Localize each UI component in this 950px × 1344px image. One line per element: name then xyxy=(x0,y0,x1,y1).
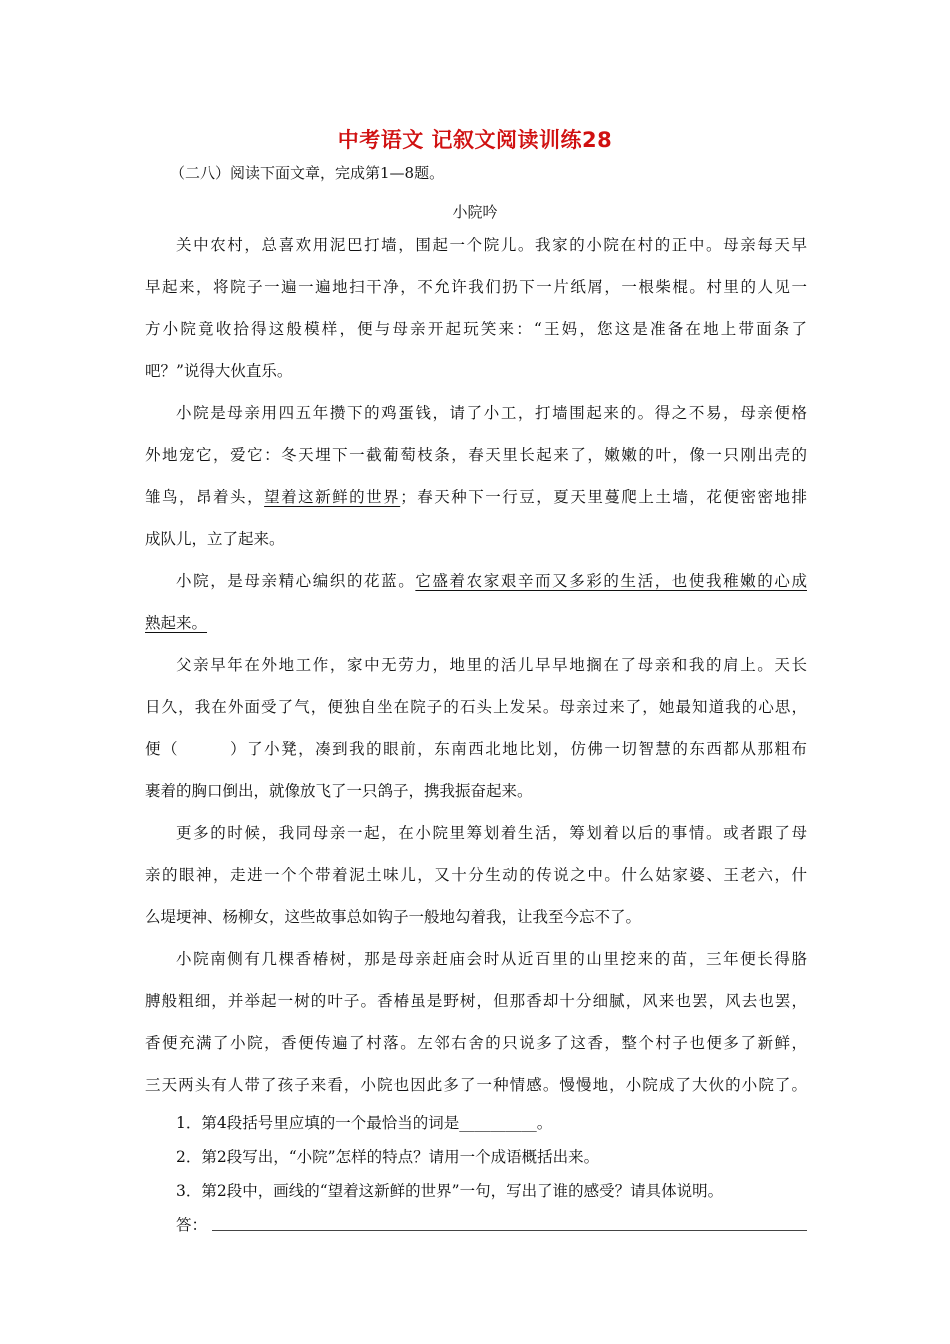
passage-line: 雏鸟，昂着头，望着这新鲜的世界；春天种下一行豆，夏天里蔓爬上土墙，花便密密地排 xyxy=(145,488,807,506)
passage-line: 香便充满了小院，香便传遍了村落。左邻右舍的只说多了这香，整个村子也便多了新鲜， xyxy=(145,1034,807,1052)
passage-line: 小院，是母亲精心编织的花蓝。它盛着农家艰辛而又多彩的生活，也使我稚嫩的心成 xyxy=(176,572,807,590)
passage-line: 三天两头有人带了孩子来看，小院也因此多了一种情感。慢慢地，小院成了大伙的小院了。 xyxy=(145,1076,807,1094)
passage-line: 亲的眼神，走进一个个带着泥土味儿，又十分生动的传说之中。什么姑家婆、王老六，什 xyxy=(145,866,807,884)
passage-line: 吧？”说得大伙直乐。 xyxy=(145,362,293,380)
question-2: 2．第2段写出，“小院”怎样的特点？请用一个成语概括出来。 xyxy=(176,1148,600,1166)
passage-line: 更多的时候，我同母亲一起，在小院里筹划着生活，筹划着以后的事情。或者跟了母 xyxy=(176,824,807,842)
underlined-phrase: 望着这新鲜的世界 xyxy=(264,488,401,506)
passage-line: 膊般粗细，并举起一树的叶子。香椿虽是野树，但那香却十分细腻，风来也罢，风去也罢， xyxy=(145,992,807,1010)
passage-line: 小院南侧有几棵香椿树，那是母亲赶庙会时从近百里的山里挖来的苗，三年便长得胳 xyxy=(176,950,807,968)
underlined-sentence-end: 熟起来。 xyxy=(145,614,208,632)
answer-label: 答： xyxy=(176,1216,208,1234)
document-title: 中考语文 记叙文阅读训练28 xyxy=(337,128,613,152)
passage-line: 日久，我在外面受了气，便独自坐在院子的石头上发呆。母亲过来了，她最知道我的心思， xyxy=(145,698,807,716)
passage-line xyxy=(145,613,807,633)
passage-line: 外地宠它，爱它：冬天埋下一截葡萄枝条，春天里长起来了，嫩嫩的叶，像一只刚出壳的 xyxy=(145,446,807,464)
exercise-intro: （二八）阅读下面文章，完成第1—8题。 xyxy=(170,164,445,182)
passage-line: 早起来，将院子一遍一遍地扫干净，不允许我们扔下一片纸屑，一根柴棍。村里的人见一 xyxy=(145,278,807,296)
passage-line: 成队儿，立了起来。 xyxy=(145,530,285,548)
passage-line: 么堤埂神、杨柳女，这些故事总如钩子一般地勾着我，让我至今忘不了。 xyxy=(145,908,642,926)
passage-line: 便（ ）了小凳，凑到我的眼前，东南西北地比划，仿佛一切智慧的东西都从那粗布 xyxy=(145,740,807,758)
underlined-sentence: 它盛着农家艰辛而又多彩的生活，也使我稚嫩的心成 xyxy=(415,572,807,590)
question-3: 3．第2段中，画线的“望着这新鲜的世界”一句，写出了谁的感受？请具体说明。 xyxy=(176,1182,724,1200)
passage-line: 裹着的胸口倒出，就像放飞了一只鸽子，携我振奋起来。 xyxy=(145,782,533,800)
passage-title: 小院吟 xyxy=(452,203,498,221)
passage-line: 父亲早年在外地工作，家中无劳力，地里的活儿早早地搁在了母亲和我的肩上。天长 xyxy=(176,656,807,674)
passage-line: 关中农村，总喜欢用泥巴打墙，围起一个院儿。我家的小院在村的正中。母亲每天早 xyxy=(176,236,807,254)
answer-blank-line[interactable] xyxy=(212,1230,807,1231)
question-1: 1．第4段括号里应填的一个最恰当的词是__________。 xyxy=(176,1114,553,1132)
passage-line: 方小院竟收拾得这般模样，便与母亲开起玩笑来：“王妈，您这是准备在地上带面条了 xyxy=(145,320,807,338)
passage-line: 小院是母亲用四五年攒下的鸡蛋钱，请了小工，打墙围起来的。得之不易，母亲便格 xyxy=(176,404,807,422)
